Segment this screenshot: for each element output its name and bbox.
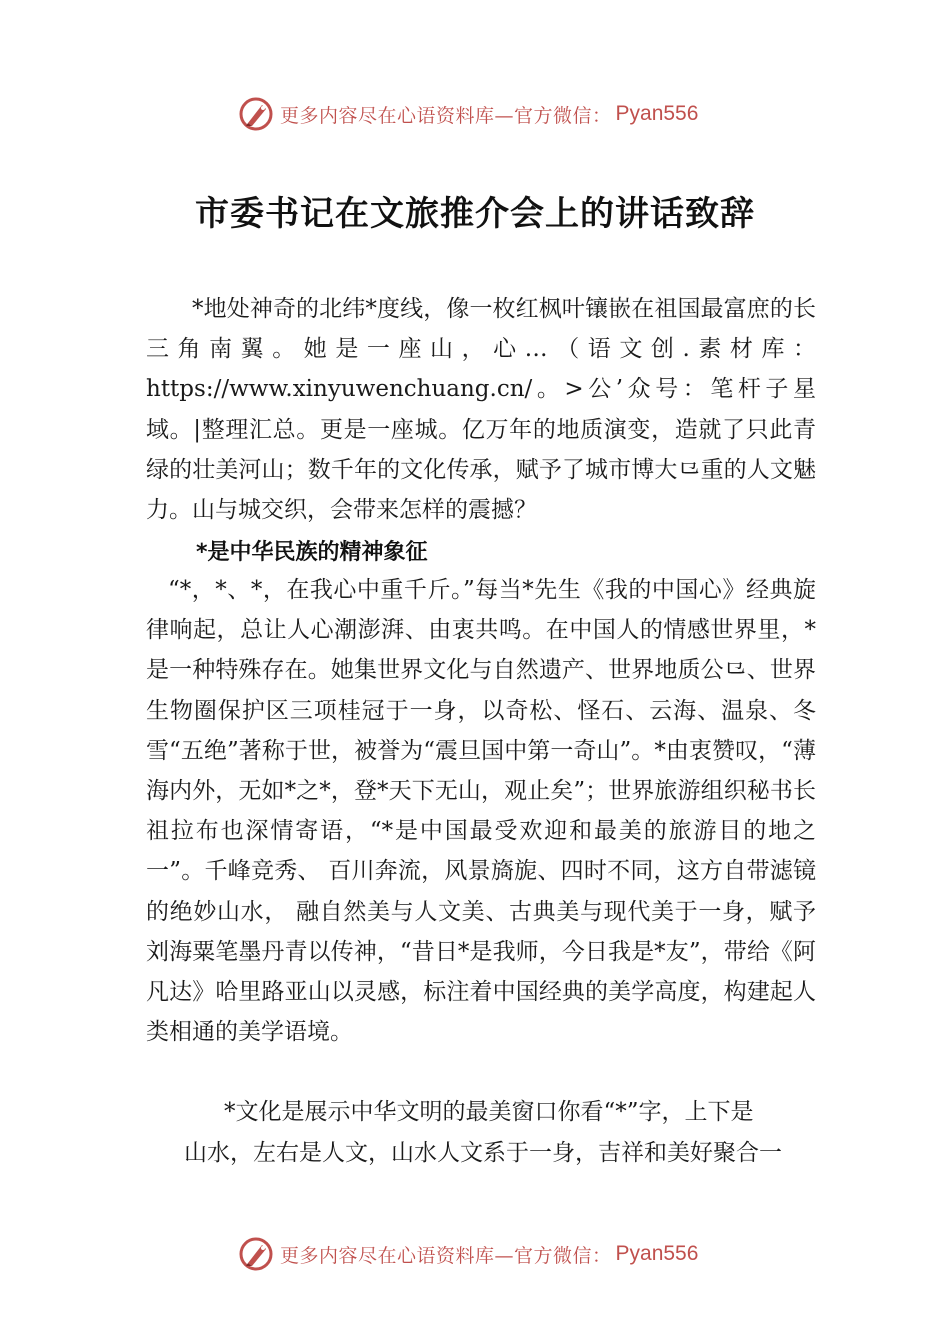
document-title: 市委书记在文旅推介会上的讲话致辞 [195, 194, 755, 234]
pen-nib-logo-icon [238, 1236, 274, 1272]
paragraph-line: 山水，左右是人文，山水人文系于一身，吉祥和美好聚合一 [184, 1140, 782, 1166]
footer-banner [0, 1232, 950, 1276]
banner-text: 更多内容尽在心语资料库—官方微信： [280, 104, 612, 127]
banner-text: 更多内容尽在心语资料库—官方微信： [280, 1244, 612, 1267]
section-heading: *是中华民族的精神象征 [196, 540, 428, 565]
banner-wechat-id: Pyan556 [615, 102, 699, 125]
banner-wechat-id: Pyan556 [615, 1242, 699, 1265]
header-banner [0, 92, 950, 136]
pen-nib-logo-icon [238, 96, 274, 132]
paragraph-body: “*，*、*，在我心中重千斤。”每当*先生《我的中国心》经典旋律响起，总让人心潮澎湃、由衷共鸣。在中国人的情感世界里，*是一种特殊存在。她集世界文化与自然遗产、世界地质公⺋、世界生物圈保护区三项桂冠于一身，以奇松、怪石、云海、温泉、冬雪“五绝”著称于世，被誉为“震旦国中第一奇山”。*由衷赞叹，“薄海内外，无如*之*，登*天下无山，观止矣”；世界旅游组织秘书长祖拉布也深情寄语，“*是中国最受欢迎和最美的旅游目的地之一”。千峰竞秀、 百川奔流，风景旖旎、四时不同，这方自带滤镜的绝妙山水， 融自然美与人文美、古典美与现代美于一身，赋予刘海粟笔墨丹青以传神，“昔日*是我师，今日我是*友”，带给《阿凡达》哈里路亚山以灵感，标注着中国经典的美学高度，构建起人类相通的美学语境。 [146, 577, 816, 1046]
paragraph-line: *文化是展示中华文明的最美窗口你看“*”字，上下是 [224, 1099, 754, 1125]
paragraph-intro: *地处神奇的北纬*度线，像一枚红枫叶镶嵌在祖国最富庶的长三角南翼。她是一座山，心…（语文创.素材库：https://www.xinyuwenchuang.cn/。>公’众号：笔杆子星域。|整理汇总。更是一座城。亿万年的地质演变，造就了只此青绿的壮美河山；数千年的文化传承，赋予了城市博大⺋重的人文魅力。山与城交织，会带来怎样的震撼？ [146, 296, 816, 524]
